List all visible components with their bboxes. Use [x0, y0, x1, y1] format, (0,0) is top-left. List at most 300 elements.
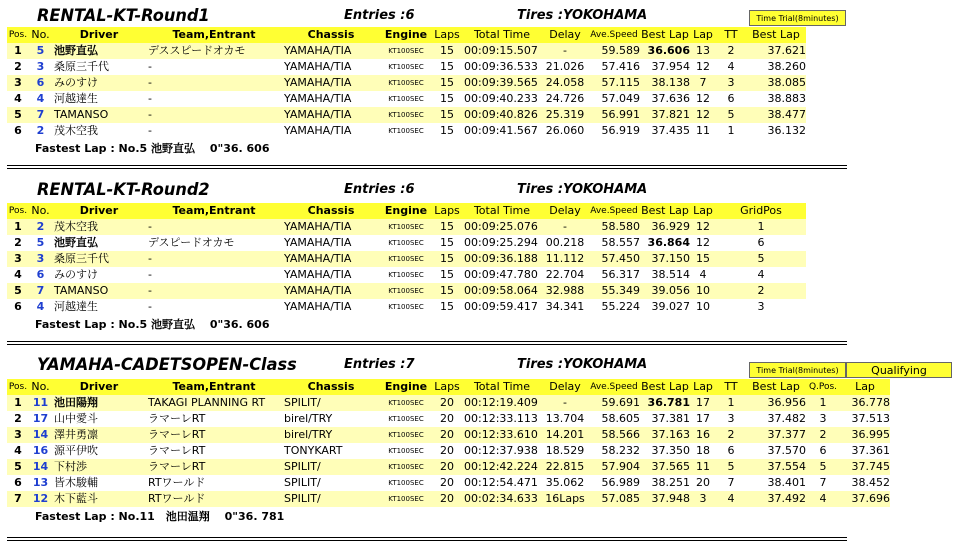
column-header: Total Time [462, 379, 542, 395]
table-cell: 澤井勇凛 [52, 427, 146, 443]
table-cell: 17 [690, 411, 716, 427]
table-cell: 37.350 [640, 443, 690, 459]
table-cell: 00:09:25.076 [462, 219, 542, 235]
table-cell: 21.026 [542, 59, 588, 75]
table-cell: 1 [7, 395, 29, 411]
table-cell: 池野直弘 [52, 235, 146, 251]
table-cell: 37.745 [840, 459, 890, 475]
table-cell: 15 [432, 59, 462, 75]
table-cell: 池田陽翔 [52, 395, 146, 411]
table-cell: 山中愛斗 [52, 411, 146, 427]
table-cell: 25.319 [542, 107, 588, 123]
column-header: Ave.Speed [588, 203, 640, 219]
column-header: Lap [690, 203, 716, 219]
entries-count: Entries :7 [344, 357, 415, 372]
table-cell: 5 [7, 283, 29, 299]
table-cell: 1 [716, 123, 746, 139]
table-cell: 5 [716, 107, 746, 123]
table-cell: YAMAHA/TIA [282, 251, 380, 267]
table-cell: 茂木空我 [52, 219, 146, 235]
table-cell: 3 [29, 251, 52, 267]
table-cell: 12 [690, 219, 716, 235]
table-cell: 36.929 [640, 219, 690, 235]
qualifying-group-header: Qualifying [846, 362, 952, 378]
table-cell: 13.704 [542, 411, 588, 427]
column-header: Team,Entrant [146, 203, 282, 219]
column-header: Engine [380, 27, 432, 43]
time-trial-group-header: Time Trial(8minutes) [749, 362, 846, 378]
table-cell: みのすけ [52, 75, 146, 91]
table-cell: 00:02:34.633 [462, 491, 542, 507]
table-cell: 36.132 [746, 123, 806, 139]
table-cell: SPILIT/ [282, 459, 380, 475]
table-cell: KT100SEC [380, 411, 432, 427]
table-cell: 57.115 [588, 75, 640, 91]
table-cell: KT100SEC [380, 219, 432, 235]
results-table [7, 203, 806, 315]
table-cell: TONYKART [282, 443, 380, 459]
table-cell: 6 [29, 267, 52, 283]
table-cell: 55.349 [588, 283, 640, 299]
table-cell: 池野直弘 [52, 43, 146, 59]
column-header: Pos. [7, 203, 29, 219]
table-cell: 15 [432, 219, 462, 235]
table-cell: 下村渉 [52, 459, 146, 475]
table-cell: 36.995 [840, 427, 890, 443]
table-cell: ラマーレRT [146, 459, 282, 475]
table-cell: 38.251 [640, 475, 690, 491]
table-cell: KT100SEC [380, 283, 432, 299]
table-cell: 茂木空我 [52, 123, 146, 139]
table-row [7, 443, 890, 459]
table-cell: 37.554 [746, 459, 806, 475]
table-cell: YAMAHA/TIA [282, 107, 380, 123]
column-header: Team,Entrant [146, 27, 282, 43]
table-cell: 3 [716, 299, 806, 315]
tires-label: Tires :YOKOHAMA [517, 8, 648, 23]
table-cell: 58.580 [588, 219, 640, 235]
column-header: Driver [52, 379, 146, 395]
table-cell: 00:12:33.610 [462, 427, 542, 443]
column-header: TT [716, 27, 746, 43]
table-cell: 00:09:39.565 [462, 75, 542, 91]
column-header: Total Time [462, 27, 542, 43]
table-cell: - [542, 395, 588, 411]
table-row [7, 459, 890, 475]
results-table [7, 379, 890, 507]
entries-count: Entries :6 [344, 182, 415, 197]
table-cell: 37.821 [640, 107, 690, 123]
table-row [7, 283, 806, 299]
table-cell: 15 [690, 251, 716, 267]
table-cell: YAMAHA/TIA [282, 235, 380, 251]
table-cell: RTワールド [146, 491, 282, 507]
table-cell: ラマーレRT [146, 411, 282, 427]
table-row [7, 91, 806, 107]
table-cell: 1 [7, 43, 29, 59]
table-cell: 00:09:36.533 [462, 59, 542, 75]
table-cell: 32.988 [542, 283, 588, 299]
column-header: Pos. [7, 379, 29, 395]
table-cell: 20 [432, 427, 462, 443]
table-row [7, 235, 806, 251]
table-row [7, 491, 890, 507]
table-cell: SPILIT/ [282, 395, 380, 411]
table-cell: 2 [7, 235, 29, 251]
table-cell: KT100SEC [380, 235, 432, 251]
table-cell: 00:12:37.938 [462, 443, 542, 459]
table-cell: 皆木駿輔 [52, 475, 146, 491]
table-cell: YAMAHA/TIA [282, 283, 380, 299]
table-cell: KT100SEC [380, 427, 432, 443]
results-table [7, 27, 806, 139]
table-cell: 37.636 [640, 91, 690, 107]
table-cell: 36.956 [746, 395, 806, 411]
table-cell: - [146, 75, 282, 91]
table-cell: 57.450 [588, 251, 640, 267]
table-cell: 26.060 [542, 123, 588, 139]
tires-label: Tires :YOKOHAMA [517, 357, 648, 372]
table-cell: KT100SEC [380, 91, 432, 107]
table-cell: 00:09:58.064 [462, 283, 542, 299]
table-cell: KT100SEC [380, 59, 432, 75]
fastest-lap-note: Fastest Lap : No.5 池野直弘 0"36. 606 [35, 318, 270, 331]
table-row [7, 43, 806, 59]
table-cell: 14 [29, 459, 52, 475]
column-header: Driver [52, 27, 146, 43]
section-divider [7, 165, 847, 166]
table-cell: birel/TRY [282, 411, 380, 427]
column-header: Ave.Speed [588, 379, 640, 395]
table-cell: KT100SEC [380, 123, 432, 139]
table-cell: - [542, 43, 588, 59]
table-cell: 河越達生 [52, 91, 146, 107]
table-cell: - [146, 123, 282, 139]
table-cell: 7 [7, 491, 29, 507]
table-cell: 17 [690, 395, 716, 411]
table-cell: 34.341 [542, 299, 588, 315]
table-cell: 6 [716, 443, 746, 459]
table-cell: 15 [432, 43, 462, 59]
table-cell: 15 [432, 235, 462, 251]
table-cell: 源平伊吹 [52, 443, 146, 459]
table-cell: YAMAHA/TIA [282, 75, 380, 91]
table-cell: 4 [7, 91, 29, 107]
table-row [7, 427, 890, 443]
table-cell: YAMAHA/TIA [282, 43, 380, 59]
column-header: Best Lap [746, 27, 806, 43]
table-cell: 2 [716, 283, 806, 299]
table-cell: 00:12:19.409 [462, 395, 542, 411]
column-header: Delay [542, 27, 588, 43]
section-divider [7, 168, 847, 169]
table-cell: 58.566 [588, 427, 640, 443]
table-header-row [7, 203, 806, 219]
column-header: Chassis [282, 203, 380, 219]
column-header: Laps [432, 379, 462, 395]
table-cell: KT100SEC [380, 475, 432, 491]
table-cell: TAMANSO [52, 283, 146, 299]
table-cell: 15 [432, 91, 462, 107]
table-cell: 00:09:40.826 [462, 107, 542, 123]
table-cell: 00:09:59.417 [462, 299, 542, 315]
table-row [7, 267, 806, 283]
table-cell: 57.416 [588, 59, 640, 75]
table-cell: 36.864 [640, 235, 690, 251]
column-header: No. [29, 379, 52, 395]
table-cell: 00:12:42.224 [462, 459, 542, 475]
table-cell: 14.201 [542, 427, 588, 443]
table-cell: 18.529 [542, 443, 588, 459]
table-cell: 2 [29, 219, 52, 235]
table-cell: 12 [690, 91, 716, 107]
results-section [0, 6, 961, 175]
table-cell: 7 [29, 107, 52, 123]
table-cell: 3 [716, 411, 746, 427]
table-cell: 5 [806, 459, 840, 475]
column-header: Laps [432, 203, 462, 219]
table-row [7, 475, 890, 491]
column-header: Engine [380, 379, 432, 395]
column-header: Best Lap [746, 379, 806, 395]
table-cell: 38.138 [640, 75, 690, 91]
table-cell: 20 [432, 475, 462, 491]
section-divider [7, 344, 847, 345]
table-cell: デスピードオカモ [146, 235, 282, 251]
table-cell: 56.989 [588, 475, 640, 491]
table-cell: 37.513 [840, 411, 890, 427]
column-header: Delay [542, 203, 588, 219]
table-cell: YAMAHA/TIA [282, 267, 380, 283]
table-cell: 6 [806, 443, 840, 459]
table-cell: - [146, 267, 282, 283]
table-cell: - [146, 299, 282, 315]
table-cell: 5 [29, 43, 52, 59]
table-cell: 10 [690, 299, 716, 315]
section-divider [7, 341, 847, 342]
table-cell: 15 [432, 267, 462, 283]
table-row [7, 395, 890, 411]
table-cell: 00.218 [542, 235, 588, 251]
table-cell: 00:09:41.567 [462, 123, 542, 139]
tires-label: Tires :YOKOHAMA [517, 182, 648, 197]
table-cell: 57.904 [588, 459, 640, 475]
table-cell: 55.224 [588, 299, 640, 315]
table-cell: 2 [7, 411, 29, 427]
table-cell: 4 [690, 267, 716, 283]
table-cell: TAMANSO [52, 107, 146, 123]
table-cell: 38.477 [746, 107, 806, 123]
table-cell: みのすけ [52, 267, 146, 283]
table-cell: 37.377 [746, 427, 806, 443]
table-cell: 2 [716, 427, 746, 443]
table-cell: 35.062 [542, 475, 588, 491]
table-cell: 4 [29, 299, 52, 315]
column-header: Engine [380, 203, 432, 219]
table-cell: 桑原三千代 [52, 251, 146, 267]
column-header: TT [716, 379, 746, 395]
table-cell: 1 [7, 219, 29, 235]
table-cell: 7 [29, 283, 52, 299]
table-cell: 3 [7, 75, 29, 91]
table-cell: YAMAHA/TIA [282, 59, 380, 75]
table-cell: 木下藍斗 [52, 491, 146, 507]
table-cell: 3 [29, 59, 52, 75]
table-cell: 58.232 [588, 443, 640, 459]
table-cell: 12 [690, 107, 716, 123]
table-cell: 5 [716, 459, 746, 475]
column-header: Best Lap [641, 380, 689, 393]
table-cell: 00:09:47.780 [462, 267, 542, 283]
table-cell: 15 [432, 107, 462, 123]
table-cell: 3 [7, 251, 29, 267]
table-cell: YAMAHA/TIA [282, 123, 380, 139]
table-cell: - [146, 251, 282, 267]
table-cell: 11 [29, 395, 52, 411]
table-row [7, 123, 806, 139]
table-cell: 37.361 [840, 443, 890, 459]
table-cell: - [146, 91, 282, 107]
table-cell: YAMAHA/TIA [282, 91, 380, 107]
table-cell: 7 [716, 475, 746, 491]
table-row [7, 107, 806, 123]
table-cell: 5 [29, 235, 52, 251]
results-section [0, 180, 961, 351]
table-row [7, 59, 806, 75]
section-divider [7, 537, 847, 538]
table-cell: 4 [716, 59, 746, 75]
table-cell: 11 [690, 123, 716, 139]
table-cell: 00:09:36.188 [462, 251, 542, 267]
table-cell: 56.991 [588, 107, 640, 123]
section-title: RENTAL-KT-Round2 [37, 180, 210, 200]
column-header: Laps [432, 27, 462, 43]
table-cell: TAKAGI PLANNING RT [146, 395, 282, 411]
table-cell: KT100SEC [380, 443, 432, 459]
table-cell: 6 [7, 299, 29, 315]
table-header-row [7, 379, 890, 395]
table-cell: 57.085 [588, 491, 640, 507]
table-cell: 20 [432, 459, 462, 475]
table-cell: 36.781 [640, 395, 690, 411]
table-cell: 39.027 [640, 299, 690, 315]
table-cell: 37.948 [640, 491, 690, 507]
table-cell: 15 [432, 299, 462, 315]
table-cell: 1 [716, 395, 746, 411]
table-cell: 59.691 [588, 395, 640, 411]
column-header: GridPos [716, 203, 806, 219]
table-cell: 4 [29, 91, 52, 107]
table-cell: 12 [690, 235, 716, 251]
table-cell: 00:12:33.113 [462, 411, 542, 427]
column-header: No. [29, 203, 52, 219]
column-header: Best Lap [641, 28, 689, 41]
table-cell: KT100SEC [380, 251, 432, 267]
table-cell: 4 [7, 443, 29, 459]
table-cell: 2 [806, 427, 840, 443]
column-header: Ave.Speed [588, 27, 640, 43]
section-title: YAMAHA-CADETSOPEN-Class [37, 355, 297, 375]
table-cell: 16 [690, 427, 716, 443]
table-cell: 15 [432, 75, 462, 91]
column-header: Chassis [282, 27, 380, 43]
table-cell: 2 [716, 43, 746, 59]
table-cell: 38.883 [746, 91, 806, 107]
table-cell: 桑原三千代 [52, 59, 146, 75]
table-cell: 6 [29, 75, 52, 91]
table-cell: ラマーレRT [146, 443, 282, 459]
table-cell: 5 [716, 251, 806, 267]
table-cell: 00:09:25.294 [462, 235, 542, 251]
table-cell: 37.492 [746, 491, 806, 507]
table-cell: 6 [7, 475, 29, 491]
table-cell: 56.919 [588, 123, 640, 139]
table-cell: 11 [690, 459, 716, 475]
table-row [7, 219, 806, 235]
table-row [7, 251, 806, 267]
table-cell: 22.815 [542, 459, 588, 475]
table-cell: 24.726 [542, 91, 588, 107]
table-cell: 4 [806, 491, 840, 507]
table-cell: 37.150 [640, 251, 690, 267]
table-cell: 37.435 [640, 123, 690, 139]
table-cell: 6 [716, 91, 746, 107]
table-cell: 38.085 [746, 75, 806, 91]
table-cell: 58.605 [588, 411, 640, 427]
table-cell: 16 [29, 443, 52, 459]
table-cell: 2 [29, 123, 52, 139]
table-cell: 00:09:40.233 [462, 91, 542, 107]
table-row [7, 75, 806, 91]
table-row [7, 411, 890, 427]
time-trial-group-header: Time Trial(8minutes) [749, 10, 846, 26]
table-cell: 6 [716, 235, 806, 251]
table-cell: 1 [716, 219, 806, 235]
table-cell: 20 [690, 475, 716, 491]
table-cell: 20 [432, 443, 462, 459]
column-header: Total Time [462, 203, 542, 219]
column-header: Best Lap [641, 204, 689, 217]
column-header: Delay [542, 379, 588, 395]
table-cell: 4 [716, 267, 806, 283]
column-header: Lap [690, 27, 716, 43]
table-cell: 13 [690, 43, 716, 59]
fastest-lap-note: Fastest Lap : No.5 池野直弘 0"36. 606 [35, 142, 270, 155]
section-divider [7, 540, 847, 541]
table-cell: - [146, 107, 282, 123]
table-cell: 20 [432, 411, 462, 427]
table-cell: 36.606 [640, 43, 690, 59]
table-cell: KT100SEC [380, 43, 432, 59]
table-header-row [7, 27, 806, 43]
table-cell: KT100SEC [380, 459, 432, 475]
table-cell: 15 [432, 283, 462, 299]
table-cell: 20 [432, 395, 462, 411]
table-cell: YAMAHA/TIA [282, 299, 380, 315]
table-cell: 5 [7, 459, 29, 475]
table-cell: 13 [29, 475, 52, 491]
table-cell: birel/TRY [282, 427, 380, 443]
table-cell: 10 [690, 283, 716, 299]
table-cell: SPILIT/ [282, 475, 380, 491]
table-cell: 37.621 [746, 43, 806, 59]
table-cell: - [146, 59, 282, 75]
table-cell: 17 [29, 411, 52, 427]
table-cell: 38.452 [840, 475, 890, 491]
column-header: Lap [690, 379, 716, 395]
table-cell: 38.401 [746, 475, 806, 491]
table-cell: 18 [690, 443, 716, 459]
